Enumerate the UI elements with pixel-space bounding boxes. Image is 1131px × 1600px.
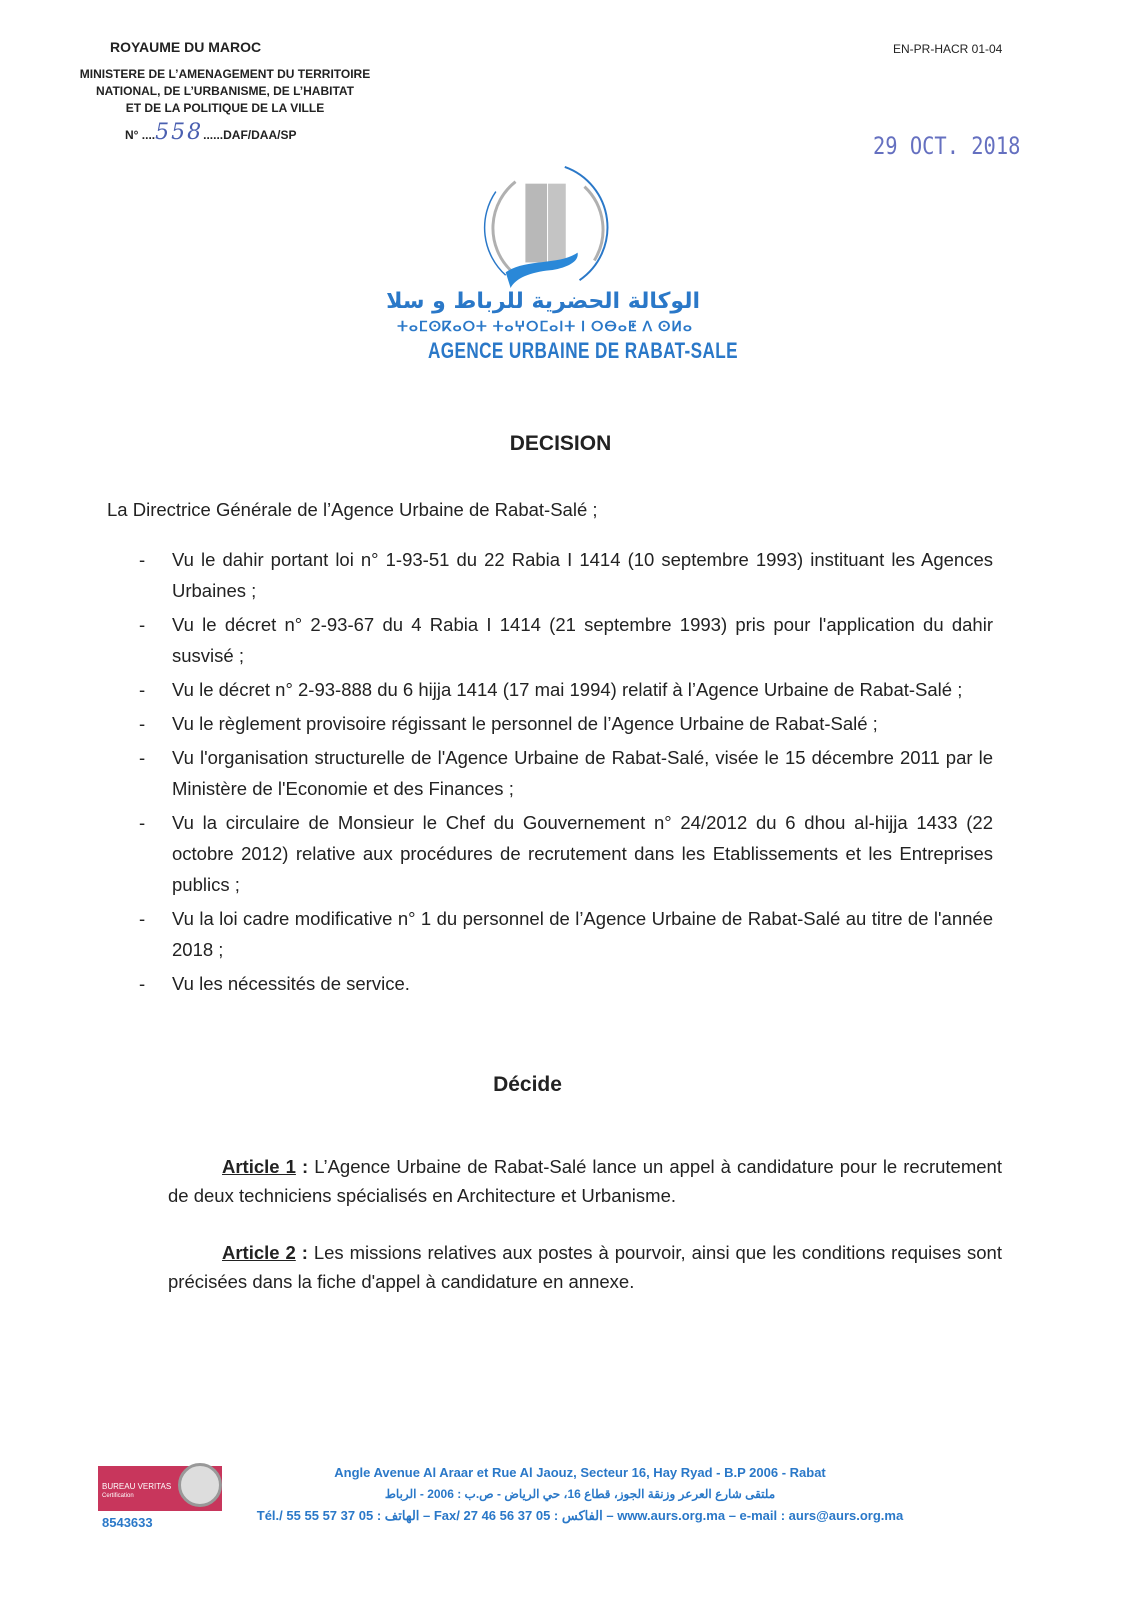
article-2 bbox=[168, 1238, 1002, 1296]
article-separator: : bbox=[295, 1242, 314, 1263]
ministry-line: MINISTERE DE L’AMENAGEMENT DU TERRITOIRE bbox=[79, 67, 371, 81]
document-title bbox=[0, 432, 1131, 456]
list-item: - Vu la loi cadre modificative n° 1 du personnel de l’Agence Urbaine de Rabat-Salé au titre de l'année 2018 ; bbox=[135, 903, 993, 965]
number-prefix: N° .... bbox=[125, 128, 156, 142]
article-1 bbox=[168, 1152, 1002, 1210]
article-text: L’Agence Urbaine de Rabat-Salé lance un appel à candidature pour le recrutement de deux techniciens spécialisés en Architecture et Urbanisme. bbox=[168, 1156, 1002, 1206]
country-header: ROYAUME DU MAROC bbox=[110, 39, 262, 55]
contact-info: Tél./ الهاتف : 05 37 57 55 55 – Fax/ الفاكس : 05 37 56 46 27 – www.aurs.org.ma – e-mail : aurs@aurs.org.ma bbox=[256, 1508, 904, 1523]
list-item: - Vu le décret n° 2-93-67 du 4 Rabia I 1414 (21 septembre 1993) pris pour l'application du dahir susvisé ; bbox=[135, 609, 993, 671]
article-separator: : bbox=[295, 1156, 315, 1177]
list-item: - Vu le dahir portant loi n° 1-93-51 du 22 Rabia I 1414 (10 septembre 1993) instituant les Agences Urbaines ; bbox=[135, 544, 993, 606]
agency-name-arabic: الوكالة الحضرية للرباط و سلا bbox=[386, 289, 700, 314]
article-label: Article 1 bbox=[222, 1156, 296, 1177]
article-text: Les missions relatives aux postes à pourvoir, ainsi que les conditions requises sont précisées dans la fiche d'appel à candidature en annexe. bbox=[168, 1242, 1002, 1292]
number-suffix: ......DAF/DAA/SP bbox=[203, 128, 297, 142]
title-text: DECISION bbox=[509, 432, 612, 455]
ministry-line: NATIONAL, DE L’URBANISME, DE L’HABITAT bbox=[96, 84, 354, 98]
address-french: Angle Avenue Al Araar et Rue Al Jaouz, Secteur 16, Hay Ryad - B.P 2006 - Rabat bbox=[334, 1465, 826, 1480]
agency-logo-icon bbox=[470, 162, 630, 290]
ministry-name bbox=[75, 66, 375, 117]
decide-heading: Décide bbox=[493, 1073, 562, 1096]
agency-name: AGENCE URBAINE DE RABAT-SALE bbox=[428, 338, 738, 363]
list-item: - Vu le décret n° 2-93-888 du 6 hijja 1414 (17 mai 1994) relatif à l’Agence Urbaine de Rabat-Salé ; bbox=[135, 674, 993, 705]
document-reference: EN-PR-HACR 01-04 bbox=[893, 42, 1003, 56]
considerations-list bbox=[135, 544, 993, 1002]
cert-number: 8543633 bbox=[102, 1515, 153, 1530]
date-stamp: 29 OCT. 2018 bbox=[873, 132, 1021, 160]
agency-name-tifinagh: ⵜⴰⵎⵙⴽⴰⵔⵜ ⵜⴰⵖⵔⵎⴰⵏⵜ ⵏ ⵔⴱⴰⵟ ⴷ ⵙⵍⴰ bbox=[397, 318, 693, 334]
decision-number bbox=[125, 122, 296, 144]
list-item: - Vu la circulaire de Monsieur le Chef du Gouvernement n° 24/2012 du 6 dhou al-hijja 1433 (22 octobre 2012) relative aux procédures de recrutement dans les Etablissements et les Entreprises publics ; bbox=[135, 807, 993, 900]
list-item: - Vu les nécessités de service. bbox=[135, 968, 993, 999]
article-label: Article 2 bbox=[222, 1242, 296, 1263]
list-item: - Vu l'organisation structurelle de l'Agence Urbaine de Rabat-Salé, visée le 15 décembre 2011 par le Ministère de l'Economie et des Finances ; bbox=[135, 742, 993, 804]
cert-sub: Certification bbox=[102, 1493, 134, 1499]
handwritten-number: 558 bbox=[155, 120, 204, 145]
address-arabic: ملتقى شارع العرعر وزنقة الجوز، قطاع 16، حي الرياض - ص.ب : 2006 - الرباط bbox=[384, 1487, 776, 1501]
list-item: - Vu le règlement provisoire régissant le personnel de l’Agence Urbaine de Rabat-Salé ; bbox=[135, 708, 993, 739]
cert-label: BUREAU VERITAS bbox=[102, 1482, 172, 1491]
ministry-line: ET DE LA POLITIQUE DE LA VILLE bbox=[125, 101, 325, 115]
intro-text: La Directrice Générale de l’Agence Urbaine de Rabat-Salé ; bbox=[107, 499, 598, 520]
